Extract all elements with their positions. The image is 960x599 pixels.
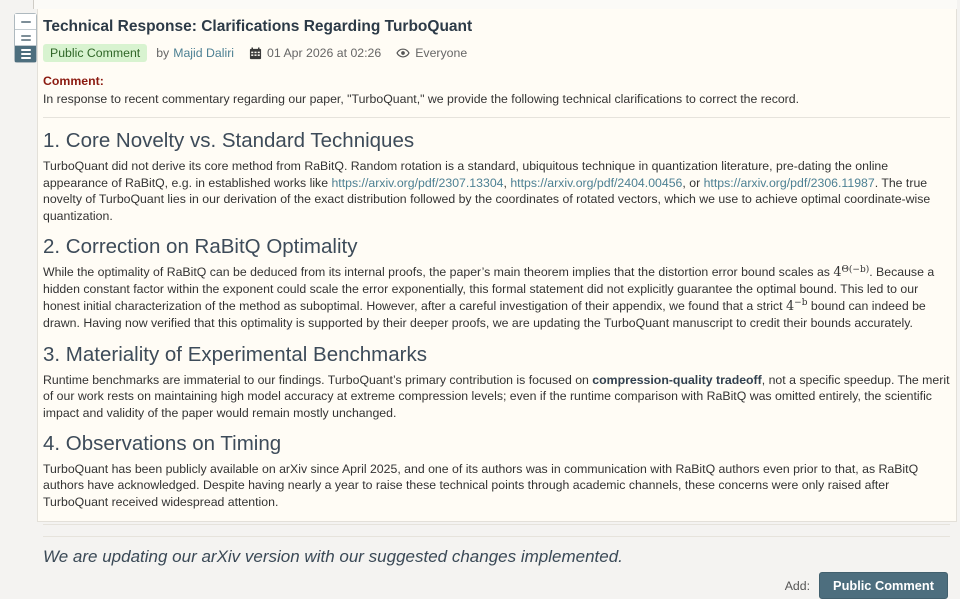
- author-link[interactable]: Majid Daliri: [173, 46, 235, 60]
- text: While the optimality of RaBitQ can be deduced from its internal proofs, the paper’s main theorem implies that the distortion error bound scales as: [43, 265, 834, 280]
- bold-text: compression-quality tradeoff: [592, 372, 762, 387]
- math-text: Θ(−b): [841, 264, 870, 275]
- text: , not a specific speedup. The merit of our work rests on maintaining high model accuracy at extreme compression levels; even if the runtime comparison with RaBitQ was omitted entirely, the scientific impact and validity of the paper would remain mostly unchanged.: [43, 372, 950, 420]
- note-visibility-item: [396, 46, 467, 60]
- divider: [43, 524, 950, 525]
- text: TurboQuant has been publicly available on arXiv since April 2025, and one of its authors was in communication with RaBitQ authors even prior to that, as RaBitQ authors have acknowledged. Despite having nearly a year to raise these technical points through academic channels, these concerns were only raised after TurboQuant received widespread attention.: [43, 461, 919, 509]
- text: bound can indeed be drawn. Having now verified that this optimality is supported by their deeper proofs, we are updating the TurboQuant manuscript to credit their bounds accurately.: [43, 298, 926, 331]
- arxiv-link[interactable]: https://arxiv.org/pdf/2306.11987: [703, 175, 875, 190]
- section-heading: 2. Correction on RaBitQ Optimality: [43, 235, 358, 259]
- section-paragraph: [43, 158, 950, 224]
- add-label: Add:: [784, 578, 811, 593]
- text: . Because a hidden constant factor within the exponent could scale the error exponentially, this formal statement did not explicitly guarantee the optimal bound. This led to our honest initial characterization of the method as suboptimal. However, after a careful investigation of their appendix, we found that a strict: [43, 265, 935, 313]
- section-heading: 3. Materiality of Experimental Benchmarks: [43, 342, 427, 366]
- collapse-partial-icon[interactable]: [15, 30, 36, 46]
- previous-note-edge: [33, 0, 957, 9]
- comment-intro-text: In response to recent commentary regarding our paper, "TurboQuant," we provide the following technical clarifications to correct the record.: [43, 92, 800, 106]
- text: TurboQuant did not derive its core method from RaBitQ. Random rotation is a standard, ubiquitous technique in quantization literature, pre-dating the online appearance of RaBitQ, e.g. in established works like: [43, 159, 889, 190]
- divider: [43, 117, 950, 118]
- collapse-level-control: [14, 13, 37, 63]
- text: ,: [503, 175, 511, 190]
- public-comment-badge: Public Comment: [43, 44, 147, 62]
- section-heading: 4. Observations on Timing: [43, 431, 282, 455]
- text: Runtime benchmarks are immaterial to our findings. TurboQuant’s primary contribution is focused on: [43, 372, 593, 387]
- calendar-icon: [249, 47, 262, 60]
- note-date-item: [249, 46, 381, 60]
- section-paragraph: [43, 372, 950, 421]
- closing-statement: We are updating our arXiv version with our suggested changes implemented.: [43, 547, 623, 567]
- expand-list-icon[interactable]: [15, 46, 36, 62]
- math-text: −b: [794, 298, 808, 309]
- public-comment-button[interactable]: Public Comment: [819, 572, 948, 599]
- sections: [43, 129, 950, 510]
- section-paragraph: [43, 264, 950, 331]
- comment-note-card: [37, 9, 957, 594]
- note-meta: [43, 44, 950, 62]
- text: . The true novelty of TurboQuant lies in our derivation of the exact distribution followed by the coordinates of rotated vectors, which we use to achieve optimal coordinate-wise quantization.: [43, 175, 931, 223]
- note-date: 01 Apr 2026 at 02:26: [267, 46, 382, 60]
- section-paragraph: [43, 461, 950, 510]
- section-heading: 1. Core Novelty vs. Standard Techniques: [43, 129, 415, 153]
- collapse-minus-icon[interactable]: [15, 14, 36, 30]
- comment-field-label: Comment:: [43, 74, 104, 88]
- arxiv-link[interactable]: https://arxiv.org/pdf/2404.00456: [510, 175, 683, 190]
- reply-invitation-row: [43, 572, 950, 599]
- math-text: 4: [786, 298, 795, 314]
- eye-icon: [396, 46, 410, 60]
- by-label: by: [156, 46, 170, 60]
- arxiv-link[interactable]: https://arxiv.org/pdf/2307.13304: [331, 175, 504, 190]
- divider: [43, 536, 950, 537]
- math-text: 4: [833, 265, 842, 281]
- note-visibility: Everyone: [415, 46, 468, 60]
- text: , or: [682, 175, 704, 190]
- note-title: Technical Response: Clarifications Regarding TurboQuant: [43, 18, 473, 35]
